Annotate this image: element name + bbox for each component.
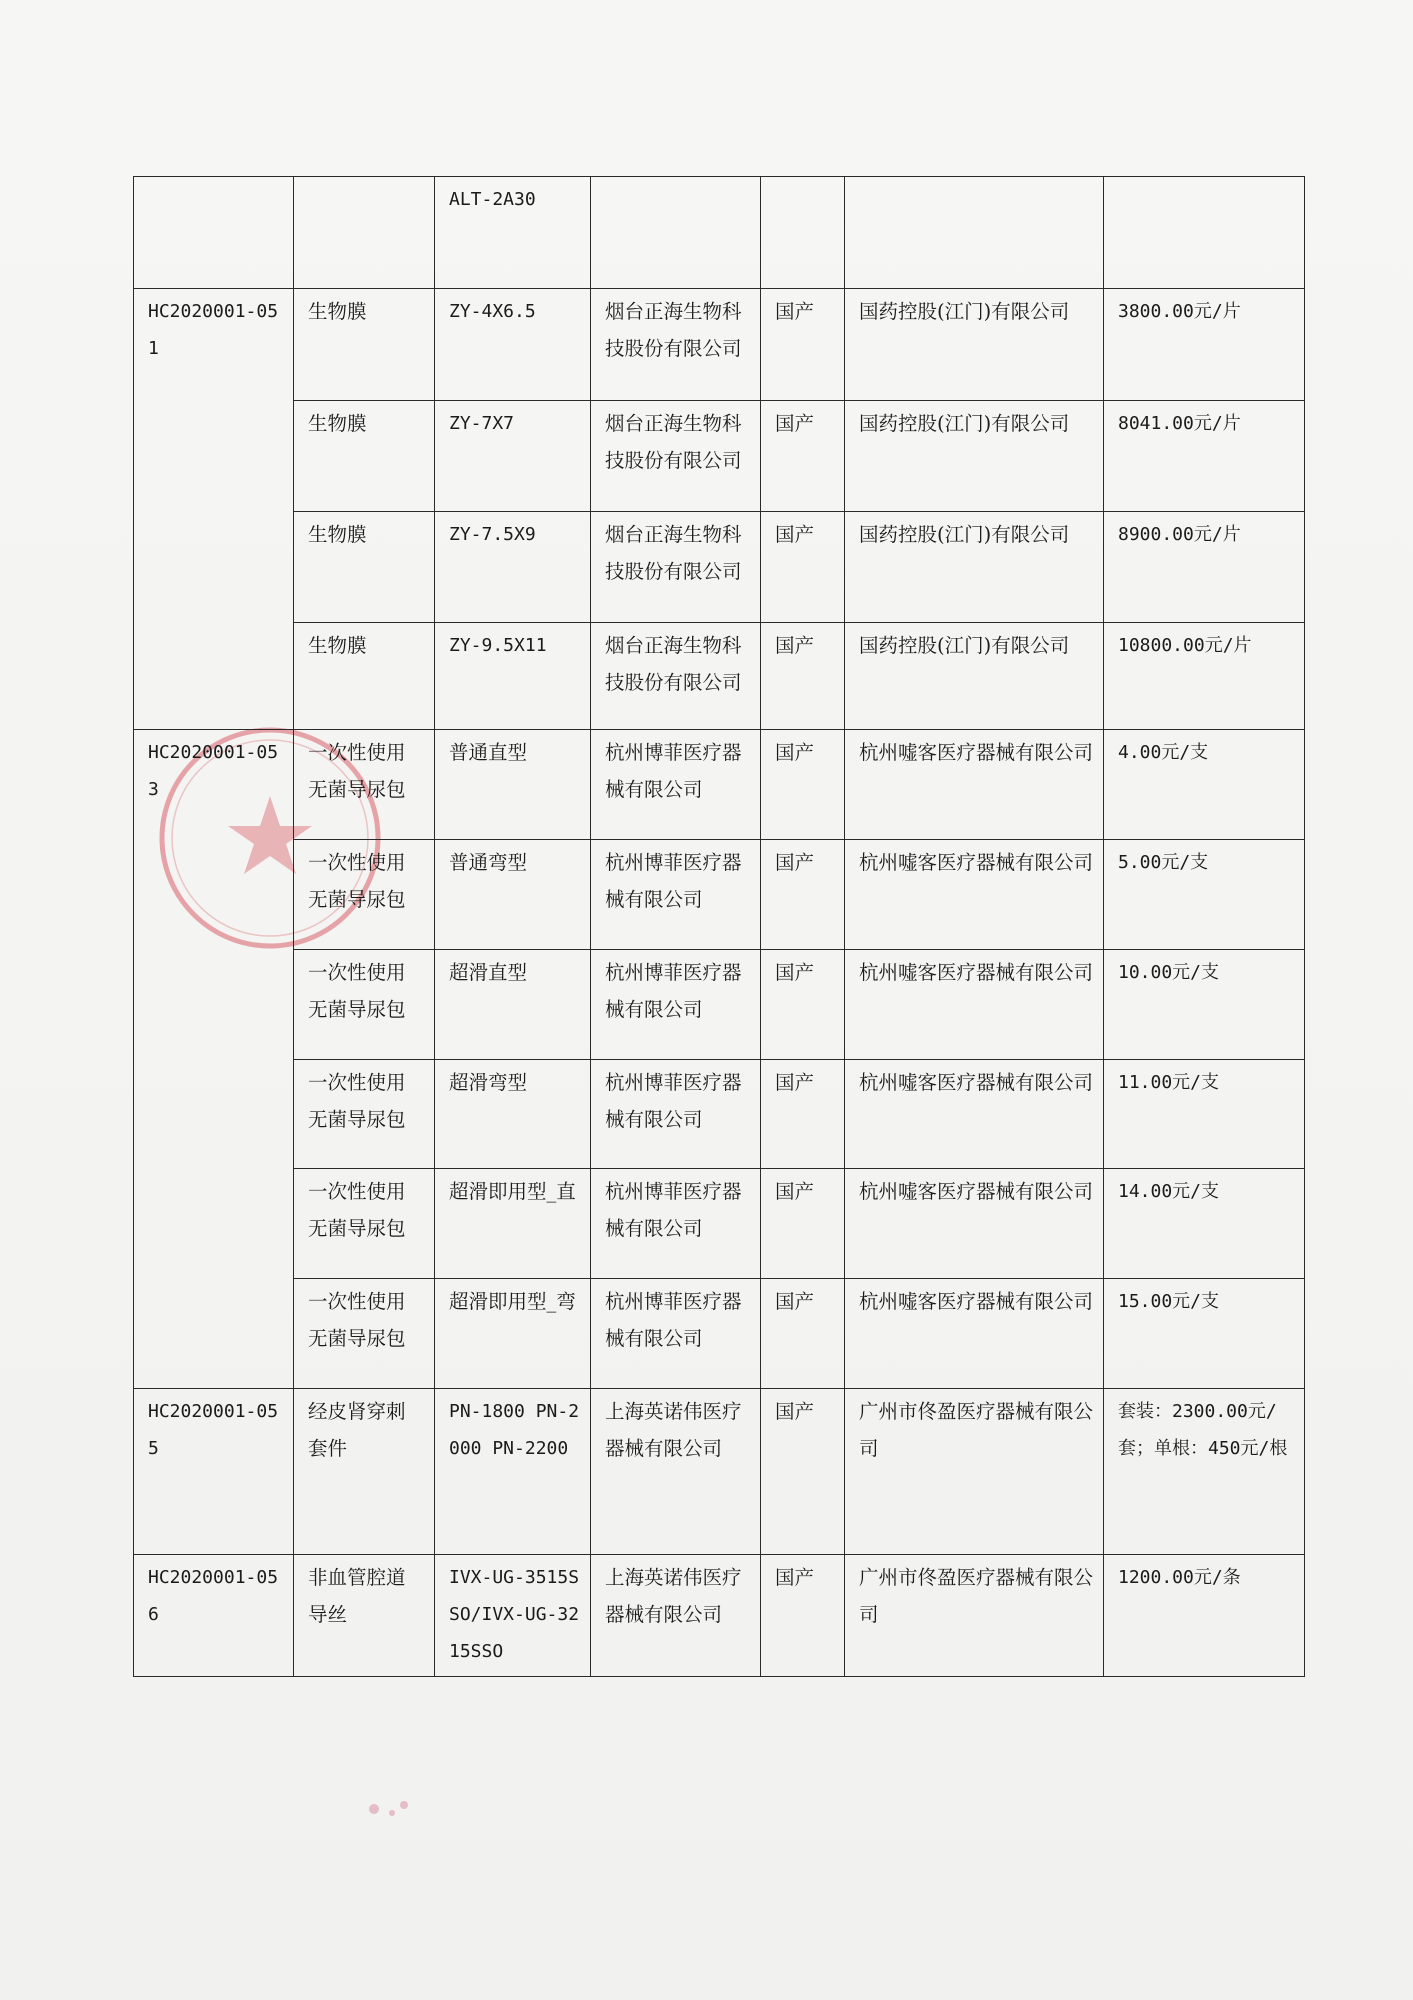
origin-cell: 国产 — [761, 623, 845, 730]
manufacturer-cell: 杭州博菲医疗器械有限公司 — [591, 840, 761, 950]
table-row — [134, 1279, 1305, 1389]
manufacturer-cell: 上海英诺伟医疗器械有限公司 — [591, 1555, 761, 1677]
price-cell: 套装：2300.00元/套；单根：450元/根 — [1104, 1389, 1305, 1555]
price-cell — [1104, 177, 1305, 289]
item-name-cell: 经皮肾穿刺套件 — [294, 1389, 435, 1555]
manufacturer-cell: 烟台正海生物科技股份有限公司 — [591, 512, 761, 623]
item-model-cell: ZY-4X6.5 — [435, 289, 591, 401]
item-code-cell: HC2020001-051 — [134, 289, 294, 730]
supplier-cell: 广州市佟盈医疗器械有限公司 — [845, 1389, 1104, 1555]
table-row — [134, 950, 1305, 1060]
origin-cell: 国产 — [761, 1169, 845, 1279]
origin-cell: 国产 — [761, 730, 845, 840]
item-name-cell: 非血管腔道导丝 — [294, 1555, 435, 1677]
item-model-cell: 普通直型 — [435, 730, 591, 840]
supplier-cell: 杭州嘘客医疗器械有限公司 — [845, 1169, 1104, 1279]
origin-cell: 国产 — [761, 950, 845, 1060]
item-model-cell: ALT-2A30 — [435, 177, 591, 289]
item-model-cell: 普通弯型 — [435, 840, 591, 950]
item-model-cell: 超滑弯型 — [435, 1060, 591, 1169]
item-code-cell: HC2020001-056 — [134, 1555, 294, 1677]
manufacturer-cell: 烟台正海生物科技股份有限公司 — [591, 623, 761, 730]
item-name-cell: 生物膜 — [294, 512, 435, 623]
item-name-cell: 一次性使用无菌导尿包 — [294, 950, 435, 1060]
supplier-cell: 国药控股(江门)有限公司 — [845, 512, 1104, 623]
supplier-cell: 杭州嘘客医疗器械有限公司 — [845, 950, 1104, 1060]
manufacturer-cell: 杭州博菲医疗器械有限公司 — [591, 1169, 761, 1279]
table-row — [134, 289, 1305, 401]
table-row — [134, 512, 1305, 623]
price-table — [133, 176, 1305, 1677]
manufacturer-cell: 杭州博菲医疗器械有限公司 — [591, 950, 761, 1060]
origin-cell: 国产 — [761, 289, 845, 401]
item-model-cell: 超滑即用型_直 — [435, 1169, 591, 1279]
origin-cell: 国产 — [761, 1279, 845, 1389]
supplier-cell: 杭州嘘客医疗器械有限公司 — [845, 730, 1104, 840]
item-name-cell: 生物膜 — [294, 289, 435, 401]
manufacturer-cell: 烟台正海生物科技股份有限公司 — [591, 289, 761, 401]
supplier-cell: 国药控股(江门)有限公司 — [845, 289, 1104, 401]
item-code-cell: HC2020001-053 — [134, 730, 294, 1389]
item-name-cell: 一次性使用无菌导尿包 — [294, 730, 435, 840]
item-model-cell: 超滑即用型_弯 — [435, 1279, 591, 1389]
price-cell: 8900.00元/片 — [1104, 512, 1305, 623]
supplier-cell: 广州市佟盈医疗器械有限公司 — [845, 1555, 1104, 1677]
table-row — [134, 177, 1305, 289]
origin-cell: 国产 — [761, 1389, 845, 1555]
item-code-cell — [134, 177, 294, 289]
price-cell: 10.00元/支 — [1104, 950, 1305, 1060]
item-name-cell: 生物膜 — [294, 401, 435, 512]
price-cell: 15.00元/支 — [1104, 1279, 1305, 1389]
table-row — [134, 1060, 1305, 1169]
manufacturer-cell: 杭州博菲医疗器械有限公司 — [591, 730, 761, 840]
item-model-cell: ZY-7.5X9 — [435, 512, 591, 623]
item-model-cell: PN-1800 PN-2000 PN-2200 — [435, 1389, 591, 1555]
table-row — [134, 1555, 1305, 1677]
origin-cell: 国产 — [761, 512, 845, 623]
manufacturer-cell: 上海英诺伟医疗器械有限公司 — [591, 1389, 761, 1555]
item-name-cell: 一次性使用无菌导尿包 — [294, 1169, 435, 1279]
ink-stain — [362, 1795, 422, 1825]
price-cell: 11.00元/支 — [1104, 1060, 1305, 1169]
item-model-cell: 超滑直型 — [435, 950, 591, 1060]
price-cell: 14.00元/支 — [1104, 1169, 1305, 1279]
price-cell: 8041.00元/片 — [1104, 401, 1305, 512]
supplier-cell: 国药控股(江门)有限公司 — [845, 623, 1104, 730]
item-model-cell: ZY-9.5X11 — [435, 623, 591, 730]
manufacturer-cell: 杭州博菲医疗器械有限公司 — [591, 1060, 761, 1169]
table-row — [134, 1169, 1305, 1279]
table-row — [134, 730, 1305, 840]
table-row — [134, 840, 1305, 950]
item-name-cell: 一次性使用无菌导尿包 — [294, 840, 435, 950]
origin-cell: 国产 — [761, 1555, 845, 1677]
manufacturer-cell: 杭州博菲医疗器械有限公司 — [591, 1279, 761, 1389]
item-name-cell: 生物膜 — [294, 623, 435, 730]
item-name-cell — [294, 177, 435, 289]
price-cell: 3800.00元/片 — [1104, 289, 1305, 401]
origin-cell — [761, 177, 845, 289]
table-row — [134, 623, 1305, 730]
origin-cell: 国产 — [761, 1060, 845, 1169]
supplier-cell: 国药控股(江门)有限公司 — [845, 401, 1104, 512]
table-row — [134, 401, 1305, 512]
item-model-cell: ZY-7X7 — [435, 401, 591, 512]
origin-cell: 国产 — [761, 401, 845, 512]
price-cell: 1200.00元/条 — [1104, 1555, 1305, 1677]
price-cell: 5.00元/支 — [1104, 840, 1305, 950]
price-cell: 4.00元/支 — [1104, 730, 1305, 840]
supplier-cell: 杭州嘘客医疗器械有限公司 — [845, 1279, 1104, 1389]
item-name-cell: 一次性使用无菌导尿包 — [294, 1279, 435, 1389]
table-row — [134, 1389, 1305, 1555]
manufacturer-cell: 烟台正海生物科技股份有限公司 — [591, 401, 761, 512]
price-cell: 10800.00元/片 — [1104, 623, 1305, 730]
supplier-cell: 杭州嘘客医疗器械有限公司 — [845, 1060, 1104, 1169]
item-code-cell: HC2020001-055 — [134, 1389, 294, 1555]
item-name-cell: 一次性使用无菌导尿包 — [294, 1060, 435, 1169]
supplier-cell: 杭州嘘客医疗器械有限公司 — [845, 840, 1104, 950]
item-model-cell: IVX-UG-3515SSO/IVX-UG-3215SSO — [435, 1555, 591, 1677]
supplier-cell — [845, 177, 1104, 289]
origin-cell: 国产 — [761, 840, 845, 950]
manufacturer-cell — [591, 177, 761, 289]
